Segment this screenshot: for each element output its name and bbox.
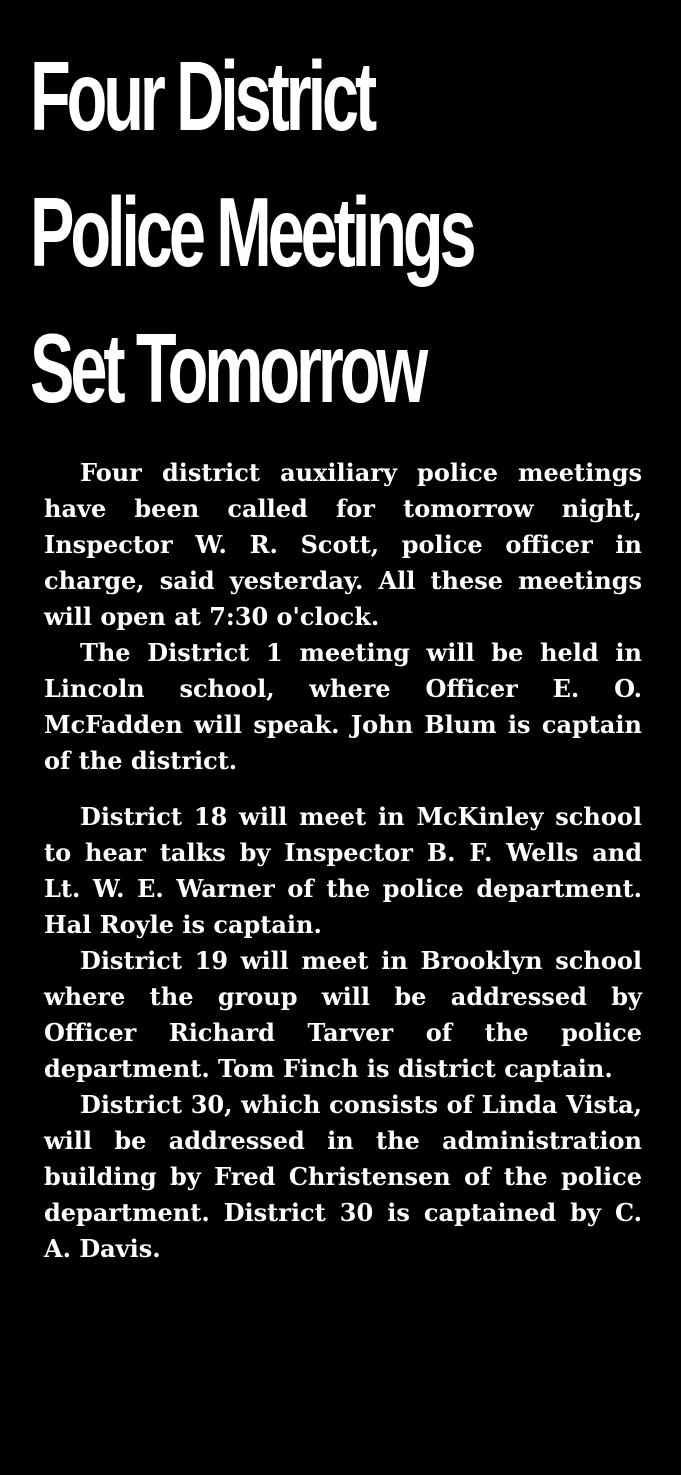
headline-line-2: Police Meetings — [30, 177, 473, 287]
headline — [30, 28, 473, 436]
article-paragraph-5: District 30, which consists of Linda Vista, will be addressed in the administration building by Fred Christensen of the police department. District 30 is captained by C. A. Davis. — [44, 1090, 642, 1263]
article-paragraph-4: District 19 will meet in Brooklyn school where the group will be addressed by Officer Richard Tarver of the police department. Tom Finch is district captain. — [44, 946, 642, 1083]
article-paragraph-1: Four district auxiliary police meetings have been called for tomorrow night, Inspector W. R. Scott, police officer in charge, said yesterday. All these meetings will open at 7:30 o'clock. — [44, 458, 642, 631]
headline-line-3: Set Tomorrow — [30, 313, 425, 423]
article-paragraph-2: The District 1 meeting will be held in Lincoln school, where Officer E. O. McFadden will speak. John Blum is captain of the district. — [44, 638, 642, 775]
headline-line-1: Four District — [30, 41, 374, 151]
article-body — [44, 455, 642, 1267]
article-paragraph-3: District 18 will meet in McKinley school to hear talks by Inspector B. F. Wells and Lt. W. E. Warner of the police department. Hal Royle is captain. — [44, 802, 642, 939]
